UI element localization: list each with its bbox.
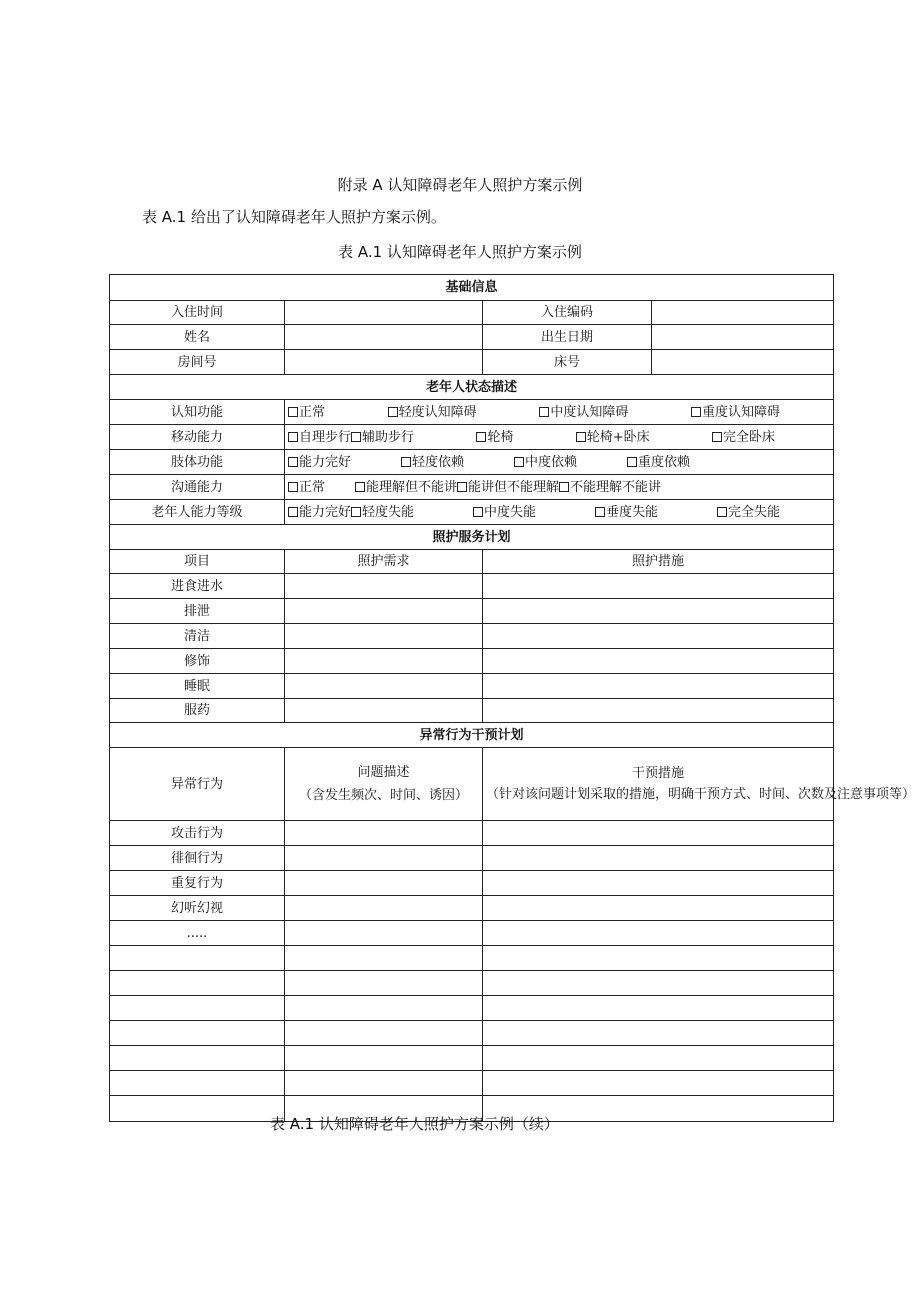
behavior-intervention-cell[interactable]	[483, 946, 834, 971]
status-options	[285, 425, 834, 450]
behavior-item-label: 攻击行为	[110, 821, 285, 846]
table-row	[110, 699, 834, 723]
checkbox-icon[interactable]	[476, 432, 486, 442]
col-header-need: 照护需求	[285, 550, 483, 574]
status-option[interactable]: 中度失能	[473, 505, 536, 520]
value-checkin-code[interactable]	[652, 301, 834, 325]
care-measure-cell[interactable]	[483, 574, 834, 599]
checkbox-icon[interactable]	[288, 432, 298, 442]
status-option[interactable]: 正常	[288, 480, 325, 495]
behavior-desc-cell[interactable]	[285, 896, 483, 921]
status-option[interactable]: 能理解但不能讲	[355, 480, 457, 495]
value-name[interactable]	[285, 325, 483, 350]
status-options	[285, 475, 834, 500]
col-header-behavior: 异常行为	[110, 748, 285, 821]
behavior-item-label: .....	[110, 921, 285, 946]
care-item-label: 排泄	[110, 599, 285, 624]
col-header-intervention-note: （针对该问题计划采取的措施，明确干预方式、时间、次数及注意事项等）	[486, 787, 916, 802]
status-option[interactable]: 轮椅+卧床	[576, 430, 650, 445]
care-measure-cell[interactable]	[483, 649, 834, 674]
table-row	[110, 896, 834, 921]
checkbox-icon[interactable]	[351, 507, 361, 517]
behavior-intervention-cell[interactable]	[483, 1021, 834, 1046]
checkbox-icon[interactable]	[288, 457, 298, 467]
care-item-label: 进食进水	[110, 574, 285, 599]
table-row	[110, 649, 834, 674]
behavior-desc-cell[interactable]	[285, 996, 483, 1021]
behavior-intervention-cell[interactable]	[483, 821, 834, 846]
care-item-label: 睡眠	[110, 674, 285, 699]
label-birth-date: 出生日期	[483, 325, 652, 350]
status-option[interactable]: 中度认知障碍	[539, 405, 628, 420]
status-row-communication	[110, 475, 834, 500]
behavior-intervention-cell[interactable]	[483, 921, 834, 946]
continued-caption: 表 A.1 认知障碍老年人照护方案示例（续）	[270, 1115, 559, 1133]
value-birth-date[interactable]	[652, 325, 834, 350]
checkbox-icon[interactable]	[388, 407, 398, 417]
status-option[interactable]: 轻度认知障碍	[388, 405, 477, 420]
care-need-cell[interactable]	[285, 649, 483, 674]
status-options	[285, 450, 834, 475]
table-row	[110, 1071, 834, 1096]
value-checkin-time[interactable]	[285, 301, 483, 325]
col-header-item: 项目	[110, 550, 285, 574]
intro-text: 表 A.1 给出了认知障碍老年人照护方案示例。	[142, 208, 446, 226]
checkbox-icon[interactable]	[595, 507, 605, 517]
label-name: 姓名	[110, 325, 285, 350]
checkbox-icon[interactable]	[691, 407, 701, 417]
behavior-desc-cell[interactable]	[285, 846, 483, 871]
status-label: 肢体功能	[110, 450, 285, 475]
status-option[interactable]: 不能理解不能讲	[559, 480, 661, 495]
table-row	[110, 921, 834, 946]
behavior-intervention-cell[interactable]	[483, 1046, 834, 1071]
behavior-intervention-cell[interactable]	[483, 996, 834, 1021]
table-row	[110, 821, 834, 846]
table-row	[110, 599, 834, 624]
status-row-limb	[110, 450, 834, 475]
behavior-item-cell[interactable]	[110, 996, 285, 1021]
table-row	[110, 624, 834, 649]
status-label: 老年人能力等级	[110, 500, 285, 525]
label-room-no: 房间号	[110, 350, 285, 375]
behavior-item-cell[interactable]	[110, 1046, 285, 1071]
checkbox-icon[interactable]	[559, 482, 569, 492]
label-checkin-time: 入住时间	[110, 301, 285, 325]
status-option[interactable]: 能讲但不能理解	[457, 480, 559, 495]
care-item-label: 清洁	[110, 624, 285, 649]
col-header-description-note: （含发生频次、时间、诱因）	[298, 788, 468, 803]
col-header-description-title: 问题描述	[357, 765, 410, 780]
checkbox-icon[interactable]	[627, 457, 637, 467]
checkbox-icon[interactable]	[514, 457, 524, 467]
care-item-label: 服药	[110, 699, 285, 723]
checkbox-icon[interactable]	[351, 432, 361, 442]
behavior-intervention-cell[interactable]	[483, 846, 834, 871]
checkbox-icon[interactable]	[576, 432, 586, 442]
checkbox-icon[interactable]	[712, 432, 722, 442]
behavior-desc-cell[interactable]	[285, 971, 483, 996]
behavior-desc-cell[interactable]	[285, 1046, 483, 1071]
status-option[interactable]: 能力完好	[288, 455, 351, 470]
status-option[interactable]: 能力完好 轻度失能	[288, 505, 414, 520]
status-option[interactable]: 重度依赖	[627, 455, 690, 470]
value-room-no[interactable]	[285, 350, 483, 375]
status-option[interactable]: 完全卧床	[712, 430, 775, 445]
behavior-desc-cell[interactable]	[285, 1071, 483, 1096]
col-header-measure: 照护措施	[483, 550, 834, 574]
checkbox-icon[interactable]	[288, 482, 298, 492]
care-item-label: 修饰	[110, 649, 285, 674]
status-option[interactable]: 自理步行 辅助步行	[288, 430, 414, 445]
col-header-intervention	[483, 748, 916, 821]
care-measure-cell[interactable]	[483, 624, 834, 649]
col-header-intervention-title: 干预措施	[632, 766, 685, 781]
status-option[interactable]: 中度依赖	[514, 455, 577, 470]
status-row-mobility	[110, 425, 834, 450]
behavior-desc-cell[interactable]	[285, 946, 483, 971]
behavior-item-label: 徘徊行为	[110, 846, 285, 871]
status-options	[285, 400, 834, 425]
care-measure-cell[interactable]	[483, 699, 834, 723]
appendix-title: 附录 A 认知障碍老年人照护方案示例	[337, 176, 583, 194]
table-row	[110, 1046, 834, 1071]
checkbox-icon[interactable]	[288, 507, 298, 517]
behavior-item-cell[interactable]	[110, 946, 285, 971]
status-label: 沟通能力	[110, 475, 285, 500]
label-bed-no: 床号	[483, 350, 652, 375]
status-option[interactable]: 轻度依赖	[401, 455, 464, 470]
table-row	[110, 674, 834, 699]
behavior-item-label: 幻听幻视	[110, 896, 285, 921]
table-row	[110, 846, 834, 871]
checkbox-icon[interactable]	[288, 407, 298, 417]
status-option[interactable]: 轮椅	[476, 430, 513, 445]
status-option[interactable]: 垂度失能	[595, 505, 658, 520]
checkbox-icon[interactable]	[401, 457, 411, 467]
care-need-cell[interactable]	[285, 674, 483, 699]
behavior-intervention-cell[interactable]	[483, 871, 834, 896]
care-need-cell[interactable]	[285, 599, 483, 624]
table-row	[110, 971, 834, 996]
behavior-item-cell[interactable]	[110, 971, 285, 996]
table-row	[110, 871, 834, 896]
table-row	[110, 574, 834, 599]
behavior-desc-cell[interactable]	[285, 1021, 483, 1046]
table-row	[110, 996, 834, 1021]
behavior-desc-cell[interactable]	[285, 871, 483, 896]
checkbox-icon[interactable]	[539, 407, 549, 417]
behavior-intervention-cell[interactable]	[483, 1071, 834, 1096]
status-option[interactable]: 重度认知障碍	[691, 405, 780, 420]
value-bed-no[interactable]	[652, 350, 834, 375]
checkbox-icon[interactable]	[457, 482, 467, 492]
care-plan-table	[109, 274, 916, 1122]
col-header-description	[285, 748, 483, 821]
section-header-behavior: 异常行为干预计划	[110, 723, 834, 748]
behavior-item-cell[interactable]	[110, 1021, 285, 1046]
checkbox-icon[interactable]	[355, 482, 365, 492]
care-measure-cell[interactable]	[483, 674, 834, 699]
care-measure-cell[interactable]	[483, 599, 834, 624]
care-need-cell[interactable]	[285, 699, 483, 723]
label-checkin-code: 入住编码	[483, 301, 652, 325]
behavior-item-cell[interactable]	[110, 1096, 285, 1122]
care-need-cell[interactable]	[285, 624, 483, 649]
status-row-ability-level	[110, 500, 834, 525]
behavior-desc-cell[interactable]	[285, 821, 483, 846]
table-row	[110, 1021, 834, 1046]
behavior-intervention-cell[interactable]	[483, 896, 834, 921]
section-header-status: 老年人状态描述	[110, 375, 834, 400]
checkbox-icon[interactable]	[473, 507, 483, 517]
behavior-intervention-cell[interactable]	[483, 971, 834, 996]
behavior-item-label: 重复行为	[110, 871, 285, 896]
checkbox-icon[interactable]	[717, 507, 727, 517]
status-options	[285, 500, 834, 525]
status-label: 认知功能	[110, 400, 285, 425]
status-label: 移动能力	[110, 425, 285, 450]
behavior-item-cell[interactable]	[110, 1071, 285, 1096]
table-caption: 表 A.1 认知障碍老年人照护方案示例	[338, 243, 582, 261]
status-option[interactable]: 正常	[288, 405, 325, 420]
behavior-desc-cell[interactable]	[285, 921, 483, 946]
table-row	[110, 946, 834, 971]
status-option[interactable]: 完全失能	[717, 505, 780, 520]
section-header-care: 照护服务计划	[110, 525, 834, 550]
care-need-cell[interactable]	[285, 574, 483, 599]
section-header-basic: 基础信息	[110, 275, 834, 301]
status-row-cognition	[110, 400, 834, 425]
